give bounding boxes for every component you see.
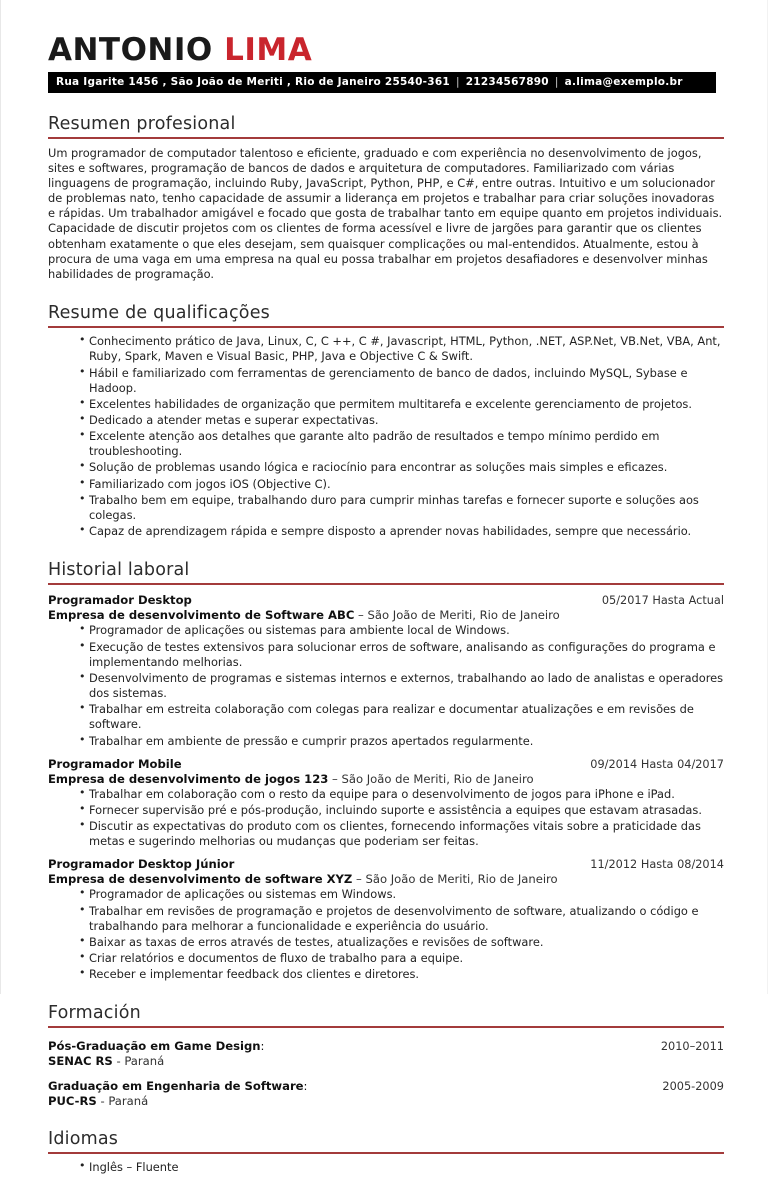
job-company: Empresa de desenvolvimento de software XYZ	[48, 872, 353, 887]
contact-separator-2: |	[554, 75, 559, 88]
education-place: - Paraná	[116, 1054, 165, 1069]
contact-phone: 21234567890	[465, 75, 549, 88]
list-item: • Trabalhar em ambiente de pressão e cumprir prazos apertados regularmente.	[79, 734, 724, 749]
job-company: Empresa de desenvolvimento de jogos 123	[48, 771, 329, 786]
job-dates: 05/2017 Hasta Actual	[601, 594, 724, 608]
experience-header-row	[48, 858, 724, 872]
job-dates: 11/2012 Hasta 08/2014	[590, 858, 724, 872]
section-qualifications	[48, 303, 724, 539]
job-location: – São João de Meriti, Rio de Janeiro	[356, 872, 558, 887]
contact-bar	[48, 72, 716, 93]
education-school: SENAC RS	[48, 1054, 113, 1069]
first-name: ANTONIO	[48, 32, 213, 68]
job-title: Programador Desktop	[48, 593, 192, 608]
list-item: • Solução de problemas usando lógica e raciocínio para encontrar as soluções mais simples e eficazes.	[79, 460, 724, 475]
section-rule-languages	[48, 1152, 724, 1154]
job-bullets	[48, 787, 724, 850]
list-item: • Discutir as expectativas do produto com os clientes, fornecendo informações vitais sobre a praticidade das metas e sugerindo melhorias ou mudanças que poderiam ser feitas.	[79, 819, 724, 849]
education-entry	[48, 1039, 724, 1068]
job-bullets	[48, 887, 724, 982]
experience-header-row	[48, 594, 724, 608]
job-company-line	[48, 872, 724, 886]
list-item: • Capaz de aprendizagem rápida e sempre disposto a aprender novas habilidades, sempre que necessário.	[79, 524, 724, 539]
list-item: • Fornecer supervisão pré e pós-produção, incluindo suporte e assistência a equipes que estavam atrasadas.	[79, 803, 724, 818]
education-degree: Graduação em Engenharia de Software	[48, 1079, 304, 1094]
section-rule-qualifications	[48, 326, 724, 328]
resume-content	[48, 0, 724, 1177]
experience-entry	[48, 858, 724, 982]
contact-email: a.lima@exemplo.br	[564, 75, 683, 88]
education-degree-wrap	[48, 1079, 307, 1093]
candidate-name	[48, 34, 724, 67]
education-dates: 2010–2011	[660, 1040, 724, 1054]
last-name: LIMA	[224, 32, 313, 68]
list-item: • Trabalho bem em equipe, trabalhando duro para cumprir minhas tarefas e fornecer suporte e soluções aos colegas.	[79, 493, 724, 523]
experience-entry	[48, 758, 724, 850]
education-degree-colon: :	[260, 1039, 265, 1054]
section-experience	[48, 560, 724, 982]
section-title-experience: Historial laboral	[48, 560, 190, 581]
education-school: PUC-RS	[48, 1094, 97, 1109]
qualifications-list	[48, 334, 724, 539]
job-location: – São João de Meriti, Rio de Janeiro	[358, 608, 560, 623]
education-degree-colon: :	[303, 1079, 308, 1094]
list-item: • Execução de testes extensivos para solucionar erros de software, analisando as configurações do programa e implementando melhorias.	[79, 640, 724, 670]
experience-header-row	[48, 758, 724, 772]
job-company-line	[48, 608, 724, 622]
contact-separator-1: |	[455, 75, 460, 88]
job-bullets	[48, 623, 724, 748]
education-degree-wrap	[48, 1039, 264, 1053]
list-item: • Programador de aplicações ou sistemas para ambiente local de Windows.	[79, 623, 724, 638]
list-item: • Receber e implementar feedback dos clientes e diretores.	[79, 967, 724, 982]
list-item: • Criar relatórios e documentos de fluxo de trabalho para a equipe.	[79, 951, 724, 966]
section-title-education: Formación	[48, 1003, 141, 1024]
list-item: • Excelente atenção aos detalhes que garante alto padrão de resultados e tempo mínimo perdido em troubleshooting.	[79, 429, 724, 459]
list-item: • Excelentes habilidades de organização que permitem multitarefa e excelente gerenciamento de projetos.	[79, 397, 724, 412]
contact-address: Rua Igarite 1456 , São João de Meriti , Rio de Janeiro 25540-361	[56, 75, 450, 88]
section-title-languages: Idiomas	[48, 1129, 119, 1150]
list-item: • Familiarizado com jogos iOS (Objective C).	[79, 477, 724, 492]
job-company: Empresa de desenvolvimento de Software ABC	[48, 608, 355, 623]
list-item: • Programador de aplicações ou sistemas em Windows.	[79, 887, 724, 902]
list-item: • Dedicado a atender metas e superar expectativas.	[79, 413, 724, 428]
job-company-line	[48, 772, 724, 786]
education-place: - Paraná	[100, 1094, 149, 1109]
languages-list	[48, 1160, 724, 1175]
job-dates: 09/2014 Hasta 04/2017	[590, 757, 724, 771]
job-title: Programador Desktop Júnior	[48, 857, 235, 872]
section-rule-experience	[48, 583, 724, 585]
education-school-line	[48, 1094, 724, 1108]
education-entry	[48, 1079, 724, 1108]
section-education	[48, 1003, 724, 1108]
experience-entry	[48, 594, 724, 748]
section-rule-summary	[48, 137, 724, 139]
list-item: • Trabalhar em estreita colaboração com colegas para realizar e documentar atualizações e em revisões de software.	[79, 702, 724, 732]
education-degree: Pós-Graduação em Game Design	[48, 1039, 261, 1054]
summary-paragraph: Um programador de computador talentoso e eficiente, graduado e com experiência no desenvolvimento de jogos, sites e softwares, programação de bancos de dados e arquitetura de computadores. Familiarizado com várias linguagens de programação, incluindo Ruby, JavaScript, Python, PHP, e C#, entre outras. Intuitivo e um solucionador de problemas nato, tenho capacidade de assumir a liderança em projetos e trabalhar para criar soluções inovadoras e rápidas. Um trabalhador amigável e focado que gosta de trabalhar tanto em equipe quanto em projetos individuais. Capacidade de discutir projetos com os clientes de forma acessível e livre de jargões para garantir que os clientes obtenham exatamente o que eles desejam, sem quaisquer complicações ou mal-entendidos. Atualmente, estou à procura de uma vaga em uma empresa na qual eu possa trabalhar em projetos desafiadores e desenvolver minhas habilidades de programação.	[48, 145, 723, 281]
list-item: • Trabalhar em revisões de programação e projetos de desenvolvimento de software, atualizando o código e trabalhando para melhorar a funcionalidade e experiência do usuário.	[79, 904, 724, 934]
education-header-row	[48, 1079, 724, 1094]
list-item: • Trabalhar em colaboração com o resto da equipe para o desenvolvimento de jogos para iPhone e iPad.	[79, 787, 724, 802]
education-header-row	[48, 1039, 724, 1054]
job-location: – São João de Meriti, Rio de Janeiro	[332, 771, 534, 786]
education-school-line	[48, 1054, 724, 1068]
job-title: Programador Mobile	[48, 756, 182, 771]
education-dates: 2005-2009	[662, 1080, 724, 1094]
list-item: • Desenvolvimento de programas e sistemas internos e externos, trabalhando ao lado de analistas e operadores dos sistemas.	[79, 671, 724, 701]
section-title-qualifications: Resume de qualificações	[48, 303, 270, 324]
section-summary	[48, 114, 724, 283]
section-title-summary: Resumen profesional	[48, 113, 236, 134]
list-item: • Hábil e familiarizado com ferramentas de gerenciamento de banco de dados, incluindo MySQL, Sybase e Hadoop.	[79, 366, 724, 396]
list-item: • Baixar as taxas de erros através de testes, atualizações e revisões de software.	[79, 935, 724, 950]
section-languages	[48, 1129, 724, 1175]
list-item: • Conhecimento prático de Java, Linux, C, C ++, C #, Javascript, HTML, Python, .NET, ASP.Net, VB.Net, VBA, Ant, Ruby, Spark, Maven e Visual Basic, PHP, Java e Objective C & Swift.	[79, 334, 724, 364]
section-rule-education	[48, 1026, 724, 1028]
list-item: • Inglês – Fluente	[79, 1160, 724, 1175]
